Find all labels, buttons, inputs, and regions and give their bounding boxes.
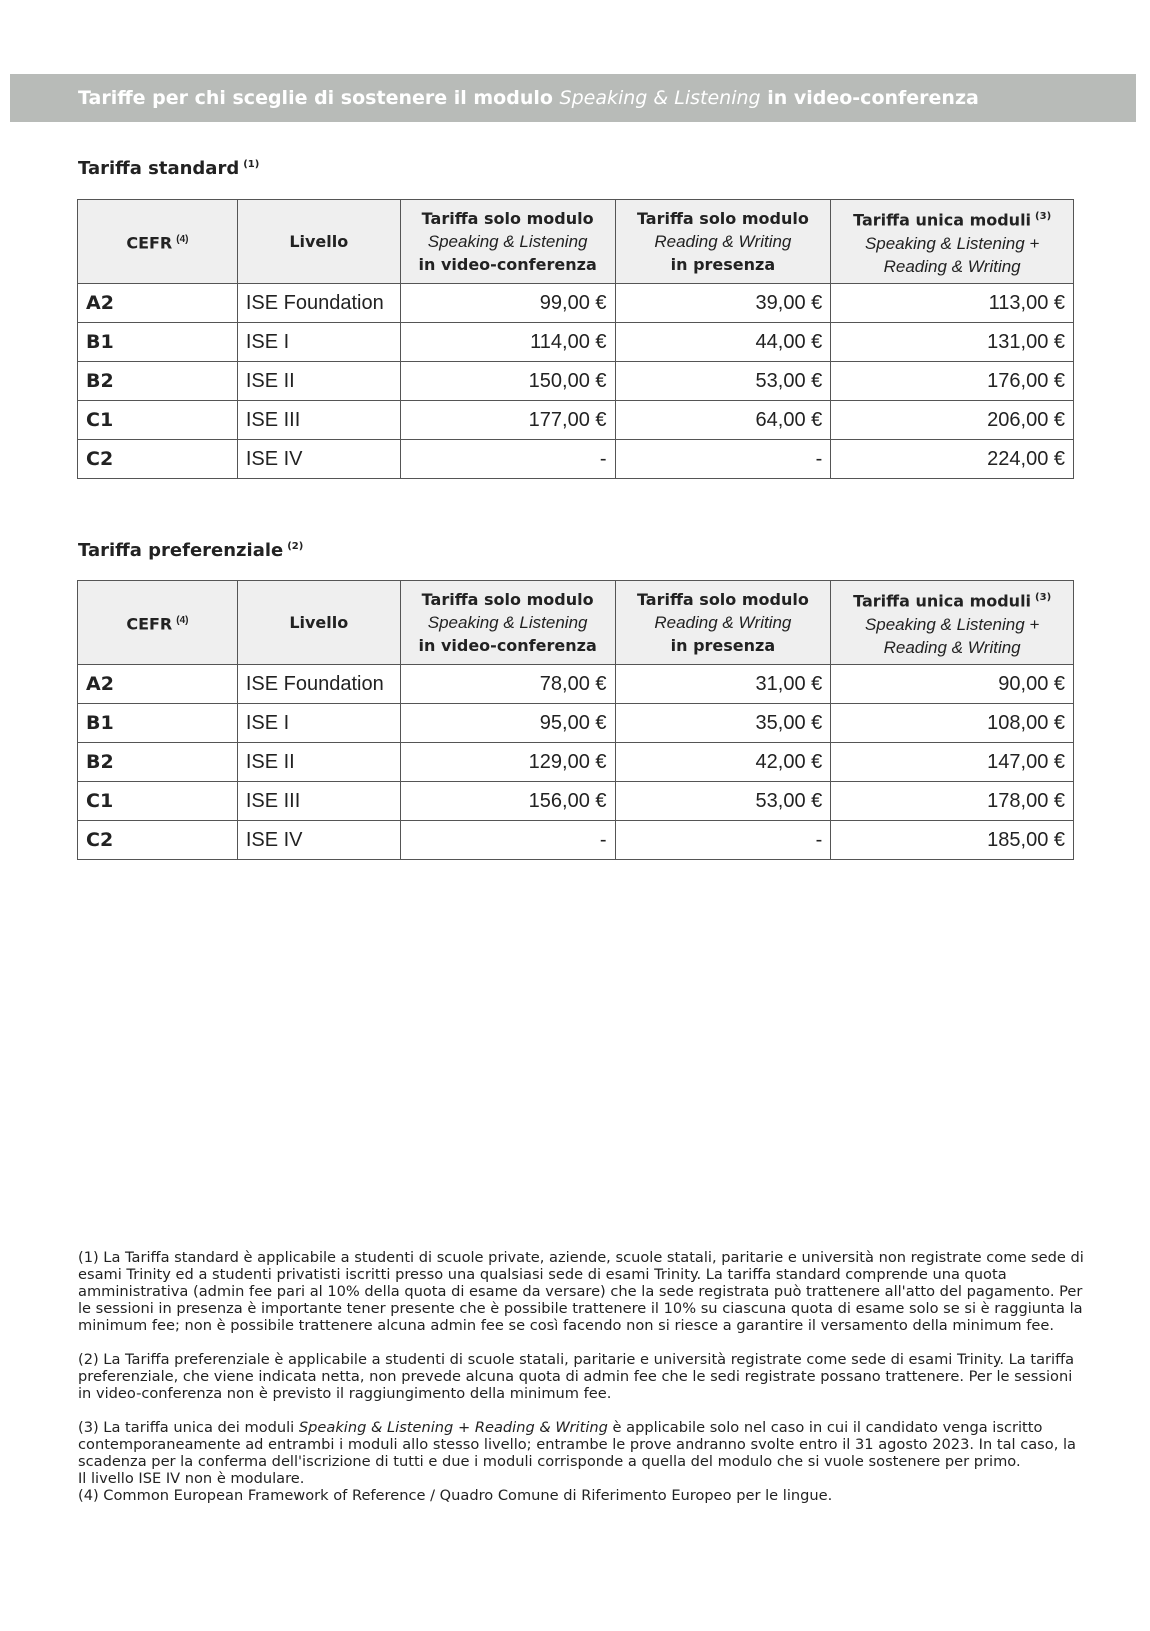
table-row: C2 ISE IV - - 224,00 € bbox=[78, 440, 1074, 479]
header-reading-writing: Tariffa solo modulo Reading & Writing in presenza bbox=[615, 581, 831, 665]
table-row: C1 ISE III 156,00 € 53,00 € 178,00 € bbox=[78, 782, 1074, 821]
table-row: B1 ISE I 95,00 € 35,00 € 108,00 € bbox=[78, 704, 1074, 743]
table-row: A2 ISE Foundation 78,00 € 31,00 € 90,00 € bbox=[78, 665, 1074, 704]
footnote-1: (1) La Tariffa standard è applicabile a studenti di scuole private, aziende, scuole statali, paritarie e università non registrate come sede di esami Trinity ed a studenti privatisti iscritti presso una qualsiasi sede di esami Trinity. La tariffa standard comprende una quota amministrativa (admin fee pari al 10% della quota di esame da versare) che la sede registrata può trattenere all'atto del pagamento. Per le sessioni in presenza è importante tener presente che è possibile trattenere il 10% su ciascuna quota di esame solo se si è raggiunta la minimum fee; non è possibile trattenere alcuna admin fee se così facendo non si riesce a garantire il versamento della minimum fee. bbox=[78, 1249, 1084, 1334]
page-banner bbox=[10, 74, 1136, 122]
header-cefr: CEFR $^{(4)}$ bbox=[78, 581, 238, 665]
table-row: A2 ISE Foundation 99,00 € 39,00 € 113,00 € bbox=[78, 284, 1074, 323]
header-speaking-listening: Tariffa solo modulo Speaking & Listening in video-conferenza bbox=[400, 581, 615, 665]
footnote-3-extra: Il livello ISE IV non è modulare. bbox=[78, 1470, 305, 1487]
footnote-4: (4) Common European Framework of Reference / Quadro Comune di Riferimento Europeo per le lingue. bbox=[78, 1487, 833, 1504]
header-tariffa-unica: Tariffa unica moduli $^{(3)}$ Speaking & Listening + Reading & Writing bbox=[831, 581, 1074, 665]
footnote-2: (2) La Tariffa preferenziale è applicabile a studenti di scuole statali, paritarie e università registrate come sede di esami Trinity. La tariffa preferenziale, che viene indicata netta, non prevede alcuna quota di admin fee che le sedi registrate possano trattenere. Per le sessioni in video-conferenza non è previsto il raggiungimento della minimum fee. bbox=[78, 1351, 1075, 1402]
banner-text-2: in video-conferenza bbox=[760, 87, 979, 109]
header-reading-writing: Tariffa solo modulo Reading & Writing in presenza bbox=[615, 200, 831, 284]
banner-text-1: Tariffe per chi sceglie di sostenere il modulo bbox=[78, 87, 560, 109]
table-header-row bbox=[78, 581, 1074, 665]
header-cefr: CEFR $^{(4)}$ bbox=[78, 200, 238, 284]
preferenziale-title-text: Tariffa preferenziale bbox=[78, 540, 284, 561]
preferenziale-table bbox=[77, 580, 1074, 860]
header-livello: Livello bbox=[237, 581, 400, 665]
table-row: B2 ISE II 129,00 € 42,00 € 147,00 € bbox=[78, 743, 1074, 782]
header-livello: Livello bbox=[237, 200, 400, 284]
footnotes bbox=[78, 1249, 1088, 1504]
footnote-3: (3) La tariffa unica dei moduli Speaking & Listening + Reading & Writing è applicabile solo nel caso in cui il candidato venga iscritto contemporaneamente ad entrambi i moduli allo stesso livello; entrambe le prove andranno svolte entro il 31 agosto 2023. In tal caso, la scadenza per la conferma dell'iscrizione di tutti e due i moduli corrisponde a quella del modulo che si vuole sostenere per primo. bbox=[78, 1419, 1076, 1470]
standard-table bbox=[77, 199, 1074, 479]
table-row: C2 ISE IV - - 185,00 € bbox=[78, 821, 1074, 860]
table-header-row bbox=[78, 200, 1074, 284]
table-row: B2 ISE II 150,00 € 53,00 € 176,00 € bbox=[78, 362, 1074, 401]
banner-text-italic: Speaking & Listening bbox=[559, 87, 761, 109]
standard-title-note: (1) bbox=[243, 159, 260, 170]
header-speaking-listening: Tariffa solo modulo Speaking & Listening in video-conferenza bbox=[400, 200, 615, 284]
header-tariffa-unica: Tariffa unica moduli $^{(3)}$ Speaking & Listening + Reading & Writing bbox=[831, 200, 1074, 284]
table-row: C1 ISE III 177,00 € 64,00 € 206,00 € bbox=[78, 401, 1074, 440]
standard-title-text: Tariffa standard bbox=[78, 158, 240, 179]
preferenziale-title bbox=[78, 540, 303, 561]
table-row: B1 ISE I 114,00 € 44,00 € 131,00 € bbox=[78, 323, 1074, 362]
standard-title bbox=[78, 158, 259, 179]
preferenziale-title-note: (2) bbox=[287, 541, 304, 552]
